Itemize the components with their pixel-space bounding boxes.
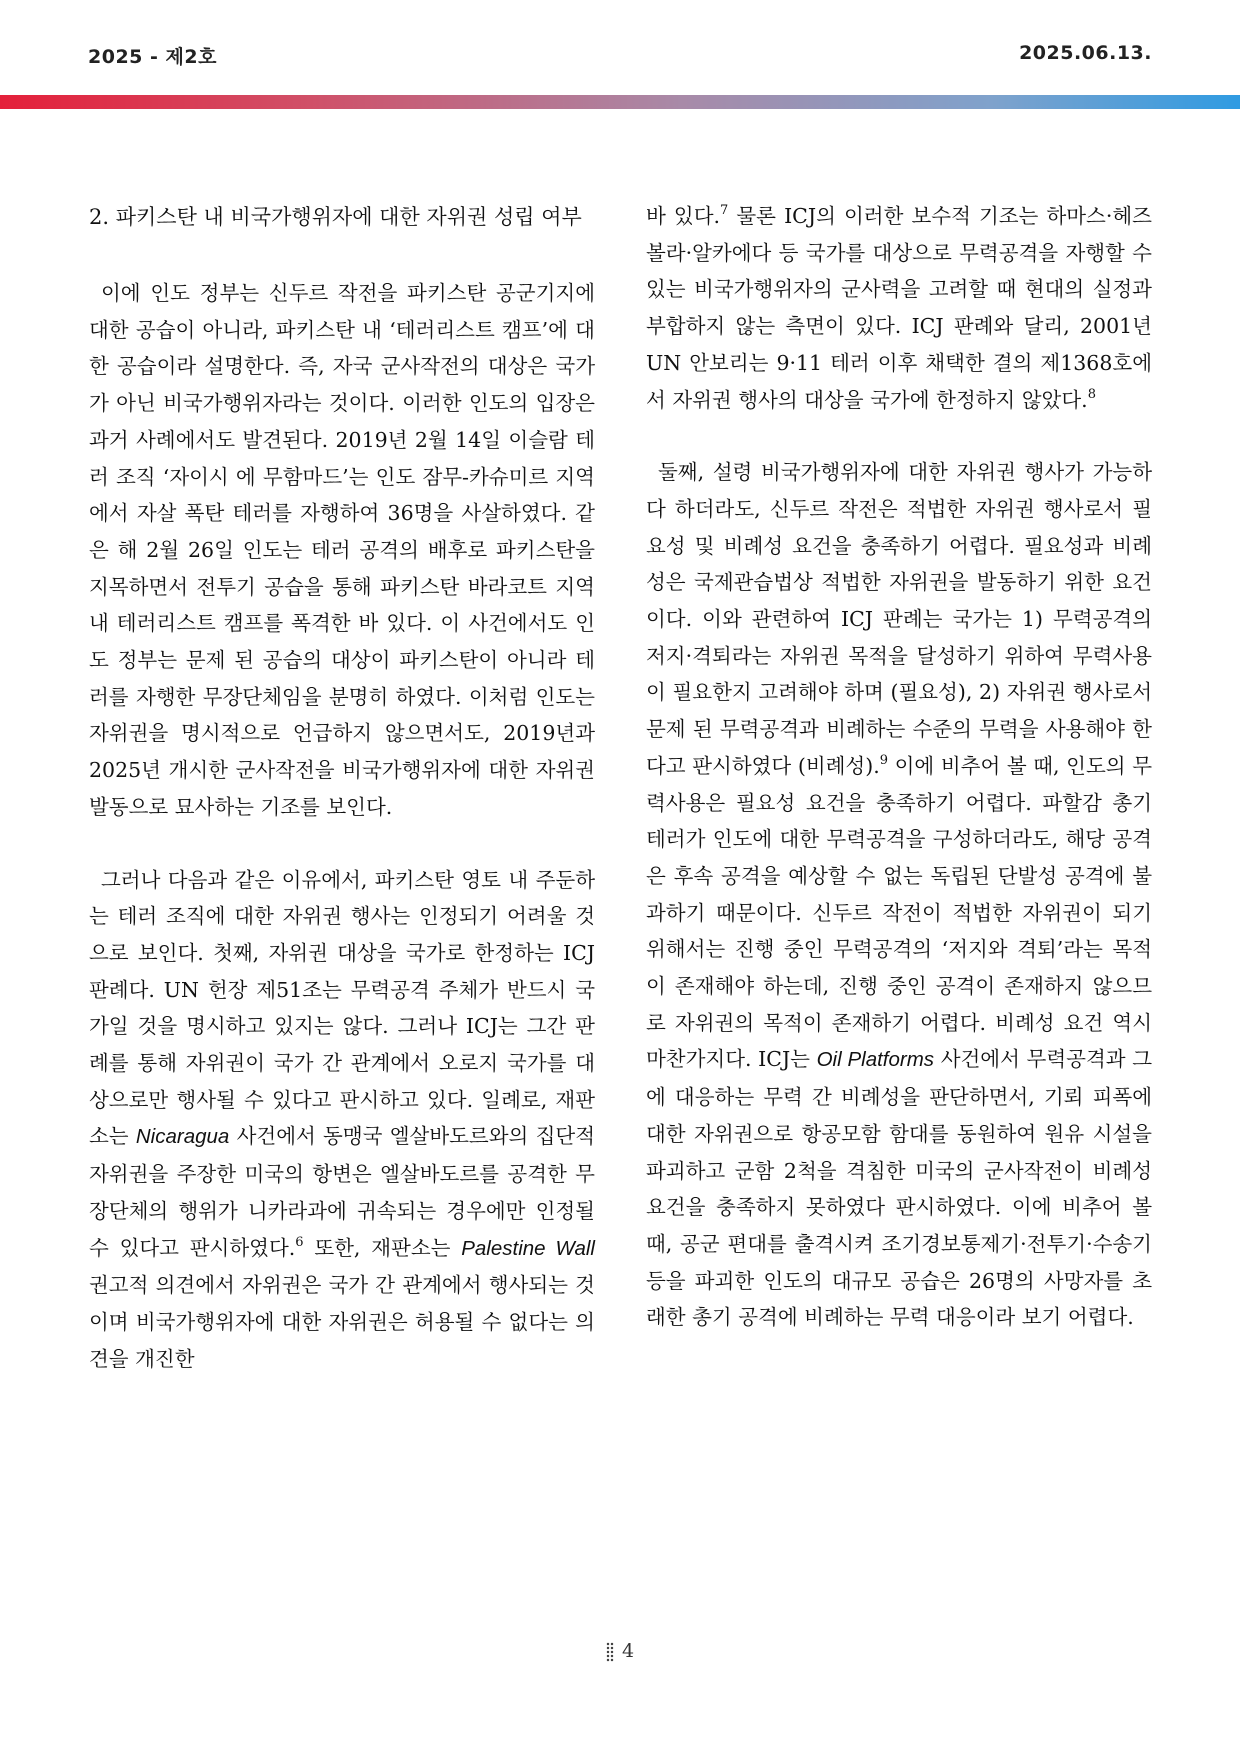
header-gradient-bar (0, 95, 1240, 109)
case-name: Palestine Wall (461, 1236, 595, 1260)
paragraph-text: 사건에서 동맹국 엘살바도르와의 집단적 자위권을 주장한 미국의 항변은 엘살바도르를 공격한 무장단체의 행위가 니카라과에 귀속되는 경우에만 인정될 수 있다고 판시하였다. (89, 1124, 596, 1260)
paragraph-text: 바 있다. (646, 204, 721, 228)
footnote-ref[interactable]: 6 (295, 1234, 304, 1250)
paragraph-text: 물론 ICJ의 이러한 보수적 기조는 하마스·헤즈볼라·알카에다 등 국가를 대상으로 무력공격을 자행할 수 있는 비국가행위자의 군사력을 고려할 때 현대의 실정과 부합하지 않는 측면이 있다. ICJ 판례와 달리, 2001년 UN 안보리는 9·11 테러 이후 채택한 결의 제1368호에서 자위권 행사의 대상을 국가에 한정하지 않았다. (646, 204, 1152, 412)
footnote-ref[interactable]: 7 (720, 203, 729, 218)
page-footer (0, 1640, 1240, 1662)
paragraph-gap (89, 826, 595, 862)
dotted-grip-icon (606, 1642, 614, 1662)
paragraph-text: 사건에서 무력공격과 그에 대응하는 무력 간 비례성을 판단하면서, 기뢰 피폭에 대한 자위권으로 항공모함 함대를 동원하여 원유 시설을 파괴하고 군함 2척을 격침한 미국의 군사작전이 비례성 요건을 충족하지 못하였다 판시하였다. 이에 비추어 볼 때, 공군 편대를 출격시켜 조기경보통제기·전투기·수송기 등을 파괴한 인도의 대규모 공습은 26명의 사망자를 초래한 총기 공격에 비례하는 무력 대응이라 보기 어렵다. (646, 1047, 1152, 1330)
section-heading: 2. 파키스탄 내 비국가행위자에 대한 자위권 성립 여부 (89, 205, 582, 229)
paragraph-text: 둘째, 설령 비국가행위자에 대한 자위권 행사가 가능하다 하더라도, 신두르 작전은 적법한 자위권 행사로서 필요성 및 비례성 요건을 충족하기 어렵다. 필요성과 비례성은 국제관습법상 적법한 자위권을 발동하기 위한 요건이다. 이와 관련하여 ICJ 판례는 국가는 1) 무력공격의 저지·격퇴라는 자위권 목적을 달성하기 위하여 무력사용이 필요한지 고려해야 하며 (필요성), 2) 자위권 행사로서 문제 된 무력공격과 비례하는 수준의 무력을 사용해야 한다고 판시하였다 (비례성). (646, 460, 1152, 778)
paragraph-text: 이에 비추어 볼 때, 인도의 무력사용은 필요성 요건을 충족하기 어렵다. 파할감 총기 테러가 인도에 대한 무력공격을 구성하더라도, 해당 공격은 후속 공격을 예상할 수 없는 독립된 단발성 공격에 불과하기 때문이다. 신두르 작전이 적법한 자위권이 되기 위해서는 진행 중인 무력공격의 ‘저지와 격퇴’라는 목적이 존재해야 하는데, 진행 중인 공격이 존재하지 않으므로 자위권의 목적이 존재하기 어렵다. 비례성 요건 역시 마찬가지다. ICJ는 (646, 753, 1152, 1072)
page-header (0, 0, 1240, 100)
paragraph-text: 또한, 재판소는 (303, 1235, 462, 1260)
left-column (89, 198, 595, 1377)
paragraph-text: 이에 인도 정부는 신두르 작전을 파키스탄 공군기지에 대한 공습이 아니라, 파키스탄 내 ‘테러리스트 캠프’에 대한 공습이라 설명한다. 즉, 자국 군사작전의 대상은 국가가 아닌 비국가행위자라는 것이다. 이러한 인도의 입장은 과거 사례에서도 발견된다. 2019년 2월 14일 이슬람 테러 조직 ‘자이시 에 무함마드’는 인도 잠무-카슈미르 지역에서 자살 폭탄 테러를 자행하여 36명을 사살하였다. 같은 해 2월 26일 인도는 테러 공격의 배후로 파키스탄을 지목하면서 전투기 공습을 통해 파키스탄 바라코트 지역 내 테러리스트 캠프를 폭격한 바 있다. 이 사건에서도 인도 정부는 문제 된 공습의 대상이 파키스탄이 아니라 테러를 자행한 무장단체임을 분명히 하였다. 이처럼 인도는 자위권을 명시적으로 언급하지 않으면서도, 2019년과 2025년 개시한 군사작전을 비국가행위자에 대한 자위권 발동으로 묘사하는 기조를 보인다. (89, 281, 595, 819)
paragraph-gap (646, 418, 1152, 454)
paragraph (646, 454, 1152, 1336)
footnote-ref[interactable]: 8 (1087, 386, 1096, 402)
publication-date: 2025.06.13. (1019, 42, 1152, 64)
case-name: Nicaragua (135, 1125, 230, 1149)
paragraph-text: 그러나 다음과 같은 이유에서, 파키스탄 영토 내 주둔하는 테러 조직에 대한 자위권 행사는 인정되기 어려울 것으로 보인다. 첫째, 자위권 대상을 국가로 한정하는 ICJ 판례다. UN 헌장 제51조는 무력공격 주체가 반드시 국가일 것을 명시하고 있지는 않다. 그러나 ICJ는 그간 판례를 통해 자위권이 국가 간 관계에서 오로지 국가를 대상으로만 행사될 수 있다고 판시하고 있다. 일례로, 재판소는 (89, 867, 595, 1149)
issue-number: 2025 - 제2호 (88, 46, 217, 68)
paragraph-text: 권고적 의견에서 자위권은 국가 간 관계에서 행사되는 것이며 비국가행위자에 대한 자위권은 허용될 수 없다는 의견을 개진한 (89, 1273, 595, 1371)
right-column (646, 198, 1152, 1336)
paragraph (646, 198, 1152, 418)
paragraph (89, 275, 595, 826)
page-number: 4 (621, 1640, 635, 1662)
footnote-ref[interactable]: 9 (879, 752, 889, 768)
case-name: Oil Platforms (816, 1048, 935, 1072)
paragraph (89, 862, 595, 1378)
